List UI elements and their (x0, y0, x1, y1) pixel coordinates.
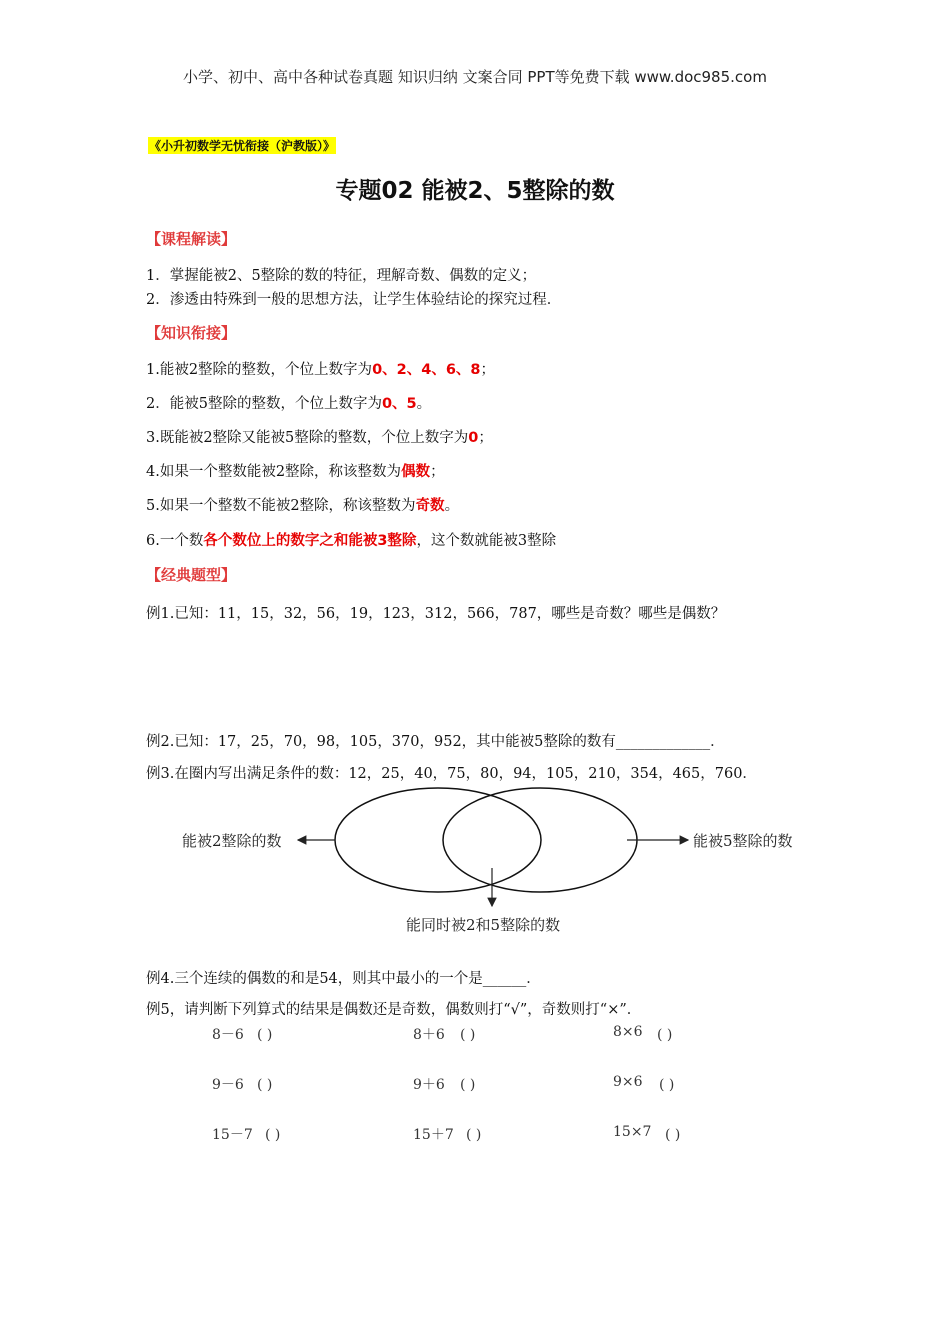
site-banner: 小学、初中、高中各种试卷真题 知识归纳 文案合同 PPT等免费下载 www.doc985.com (183, 68, 767, 86)
expression: 8×6 (613, 1024, 643, 1040)
knowledge-line: 2．能被5整除的整数，个位上数字为0、5。 (146, 396, 432, 412)
answer-blank[interactable]: ( ) (659, 1077, 675, 1093)
venn-right-label: 能被5整除的数 (693, 832, 793, 850)
venn-left-label: 能被2整除的数 (182, 832, 282, 850)
answer-blank[interactable]: ( ) (657, 1027, 673, 1043)
venn-bottom-label: 能同时被2和5整除的数 (406, 916, 561, 934)
answer-blank[interactable]: ( ) (257, 1077, 273, 1093)
expression: 8－6 (212, 1027, 244, 1043)
example-1: 例1.已知：11，15，32，56，19，123，312，566，787，哪些是奇数？哪些是偶数？ (146, 606, 726, 622)
knowledge-line: 6.一个数各个数位上的数字之和能被3整除，这个数就能被3整除 (146, 533, 557, 549)
expression: 8＋6 (413, 1027, 445, 1043)
answer-blank[interactable]: ( ) (466, 1127, 482, 1143)
knowledge-line: 1.能被2整除的整数，个位上数字为0、2、4、6、8； (146, 362, 496, 378)
example-4: 例4.三个连续的偶数的和是54，则其中最小的一个是______． (146, 971, 541, 987)
example-3: 例3.在圈内写出满足条件的数：12，25，40，75，80，94，105，210，354，465，760． (146, 766, 757, 782)
expression: 9－6 (212, 1077, 244, 1093)
knowledge-line: 4.如果一个整数能被2整除，称该整数为偶数； (146, 464, 445, 480)
answer-blank[interactable]: ( ) (460, 1077, 476, 1093)
page-title: 专题02 能被2、5整除的数 (335, 178, 615, 204)
answer-blank[interactable]: ( ) (460, 1027, 476, 1043)
venn-right-circle (443, 788, 637, 892)
expression: 9×6 (613, 1074, 643, 1090)
section-examples: 【经典题型】 (146, 566, 237, 584)
section-course: 【课程解读】 (146, 230, 237, 248)
example-2: 例2.已知：17，25，70，98，105，370，952，其中能被5整除的数有_____________． (146, 734, 725, 750)
answer-blank[interactable]: ( ) (265, 1127, 281, 1143)
course-line: 1．掌握能被2、5整除的数的特征，理解奇数、偶数的定义； (146, 268, 537, 284)
answer-blank[interactable]: ( ) (257, 1027, 273, 1043)
expression: 9＋6 (413, 1077, 445, 1093)
knowledge-line: 3.既能被2整除又能被5整除的整数，个位上数字为0； (146, 430, 493, 446)
example-5: 例5，请判断下列算式的结果是偶数还是奇数，偶数则打“√”，奇数则打“×”． (146, 1002, 642, 1018)
course-line: 2．渗透由特殊到一般的思想方法，让学生体验结论的探究过程． (146, 292, 562, 308)
knowledge-line: 5.如果一个整数不能被2整除，称该整数为奇数。 (146, 498, 460, 514)
expression: 15＋7 (413, 1127, 454, 1143)
expression: 15－7 (212, 1127, 253, 1143)
expression: 15×7 (613, 1124, 652, 1140)
section-knowledge: 【知识衔接】 (146, 324, 237, 342)
venn-left-circle (335, 788, 541, 892)
answer-blank[interactable]: ( ) (665, 1127, 681, 1143)
series-label: 《小升初数学无忧衔接（沪教版）》 (149, 139, 336, 153)
